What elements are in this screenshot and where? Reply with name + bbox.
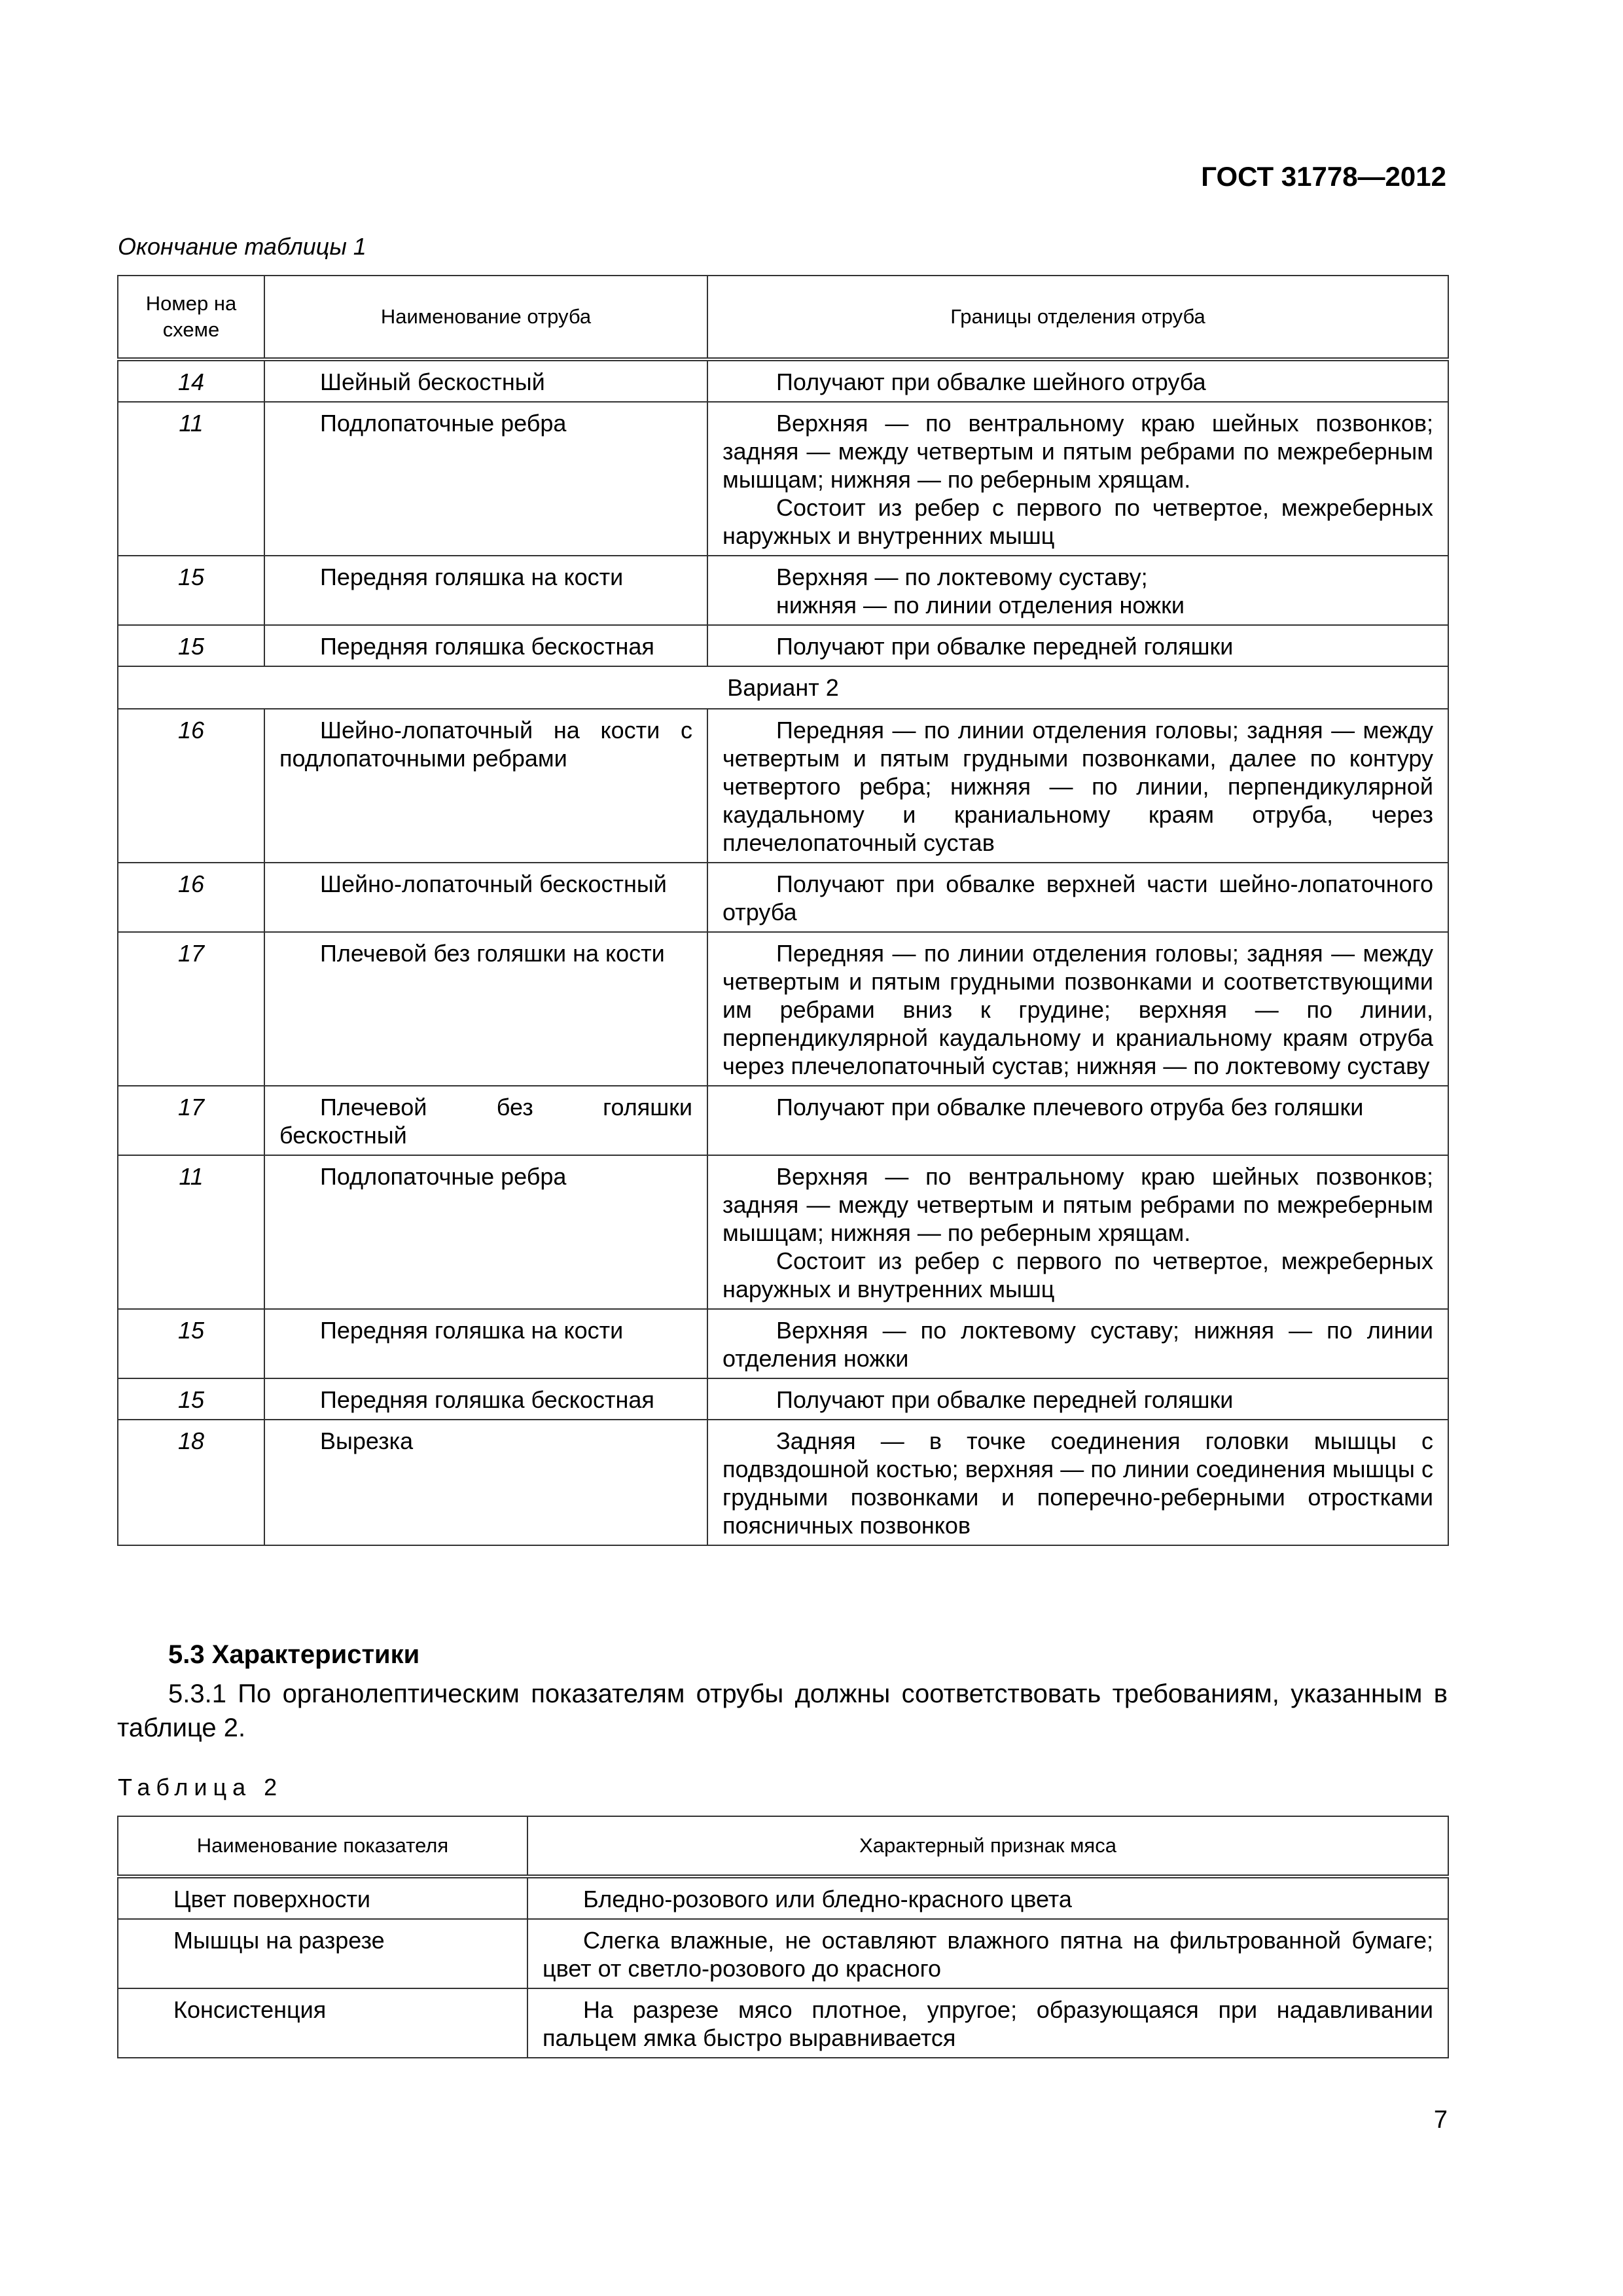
cut-name: Вырезка: [264, 1420, 707, 1545]
document-code: ГОСТ 31778—2012: [1201, 161, 1446, 192]
header-cut-name: Наименование отруба: [264, 276, 707, 359]
table2-header-row: [118, 1816, 1448, 1876]
scheme-number: 17: [118, 1086, 264, 1155]
boundary-text: Передняя — по линии отделения головы; задняя — между четвертым и пятым грудными позвонками и соответствующими им ребрами вниз к грудине; верхняя — по линии, перпендикулярной каудальному и краниальному краям отруба через плечелопаточный сустав; нижняя — по локтевому суставу: [722, 940, 1433, 1079]
scheme-number: 11: [118, 402, 264, 556]
table-row: [118, 1919, 1448, 1988]
indicator-name: Консистенция: [118, 1988, 527, 2058]
cut-name: Передняя голяшка на кости: [264, 1309, 707, 1378]
table-2: [117, 1816, 1449, 2058]
scheme-number: 16: [118, 863, 264, 932]
cut-name: Передняя голяшка на кости: [264, 556, 707, 625]
section-paragraph: 5.3.1 По органолептическим показателям отрубы должны соответствовать требованиям, указанным в таблице 2.: [117, 1679, 1448, 1742]
meat-characteristic: Бледно-розового или бледно-красного цвета: [527, 1876, 1448, 1919]
boundary-text: Верхняя — по локтевому суставу; нижняя — по линии отделения ножки: [722, 1317, 1433, 1372]
table-row: [118, 932, 1448, 1086]
cut-boundaries: [707, 1086, 1448, 1155]
cut-boundaries: [707, 932, 1448, 1086]
cut-boundaries: [707, 359, 1448, 402]
boundary-text: Передняя — по линии отделения головы; задняя — между четвертым и пятым грудными позвонками, далее по контуру четвертого ребра; нижняя — по линии, перпендикулярной каудальному и краниальному краям отруба, через плечелопаточный сустав: [722, 717, 1433, 856]
cut-name: Подлопаточные ребра: [264, 402, 707, 556]
cut-name: Шейно-лопаточный на кости с подлопаточными ребрами: [264, 709, 707, 863]
boundary-text: Верхняя — по вентральному краю шейных позвонков; задняя — между четвертым и пятым ребрами по межреберным мышцам; нижняя — по реберным хрящам.: [722, 1163, 1433, 1246]
boundary-text: Состоит из ребер с первого по четвертое, межреберных наружных и внутренних мышц: [722, 1247, 1433, 1302]
cut-name: Подлопаточные ребра: [264, 1155, 707, 1309]
scheme-number: 11: [118, 1155, 264, 1309]
table-row: [118, 863, 1448, 932]
variant-row: [118, 666, 1448, 709]
variant-label: Вариант 2: [118, 666, 1448, 709]
table-row: [118, 625, 1448, 666]
scheme-number: 18: [118, 1420, 264, 1545]
table-row: [118, 556, 1448, 625]
indicator-name: Мышцы на разрезе: [118, 1919, 527, 1988]
cut-boundaries: [707, 625, 1448, 666]
cut-boundaries: [707, 863, 1448, 932]
boundary-text: Получают при обвалке передней голяшки: [776, 1386, 1234, 1413]
cut-boundaries: [707, 1155, 1448, 1309]
meat-characteristic: Слегка влажные, не оставляют влажного пятна на фильтрованной бумаге; цвет от светло-розового до красного: [527, 1919, 1448, 1988]
boundary-text: Получают при обвалке передней голяшки: [776, 633, 1234, 660]
boundary-text: Верхняя — по локтевому суставу;: [776, 564, 1148, 590]
table-row: [118, 1378, 1448, 1420]
boundary-text: Состоит из ребер с первого по четвертое, межреберных наружных и внутренних мышц: [722, 494, 1433, 549]
header-indicator-name: Наименование показателя: [118, 1816, 527, 1876]
table1-header-row: [118, 276, 1448, 359]
scheme-number: 15: [118, 1378, 264, 1420]
table-row: [118, 359, 1448, 402]
cut-name: Передняя голяшка бескостная: [264, 1378, 707, 1420]
page-number: 7: [1433, 2106, 1448, 2134]
cut-boundaries: [707, 1309, 1448, 1378]
header-meat-characteristic: Характерный признак мяса: [527, 1816, 1448, 1876]
cut-name: Передняя голяшка бескостная: [264, 625, 707, 666]
boundary-text: Получают при обвалке верхней части шейно-лопаточного отруба: [722, 870, 1433, 925]
scheme-number: 15: [118, 556, 264, 625]
header-cut-boundaries: Границы отделения отруба: [707, 276, 1448, 359]
scheme-number: 15: [118, 625, 264, 666]
table-1: [117, 275, 1449, 1546]
table-row: [118, 1086, 1448, 1155]
table-row: [118, 709, 1448, 863]
cut-name: Плечевой без голяшки на кости: [264, 932, 707, 1086]
boundary-text: Получают при обвалке плечевого отруба без голяшки: [776, 1094, 1364, 1121]
scheme-number: 16: [118, 709, 264, 863]
cut-boundaries: [707, 556, 1448, 625]
table-row: [118, 1420, 1448, 1545]
table1-caption: Окончание таблицы 1: [118, 233, 366, 260]
table-row: [118, 402, 1448, 556]
cut-name: Шейный бескостный: [264, 359, 707, 402]
table-row: [118, 1876, 1448, 1919]
boundary-text: Верхняя — по вентральному краю шейных позвонков; задняя — между четвертым и пятым ребрами по межреберным мышцам; нижняя — по реберным хрящам.: [722, 410, 1433, 493]
boundary-text: Получают при обвалке шейного отруба: [776, 368, 1206, 395]
cut-boundaries: [707, 1378, 1448, 1420]
section-heading: 5.3 Характеристики: [168, 1640, 420, 1669]
cut-name: Шейно-лопаточный бескостный: [264, 863, 707, 932]
indicator-name: Цвет поверхности: [118, 1876, 527, 1919]
cut-boundaries: [707, 402, 1448, 556]
cut-boundaries: [707, 709, 1448, 863]
table-row: [118, 1309, 1448, 1378]
scheme-number: 14: [118, 359, 264, 402]
table2-label: Таблица 2: [118, 1774, 283, 1801]
cut-boundaries: [707, 1420, 1448, 1545]
cut-name: Плечевой без голяшки бескостный: [264, 1086, 707, 1155]
scheme-number: 17: [118, 932, 264, 1086]
table-row: [118, 1988, 1448, 2058]
scheme-number: 15: [118, 1309, 264, 1378]
boundary-text: Задняя — в точке соединения головки мышцы с подвздошной костью; верхняя — по линии соединения мышцы с грудными позвонками и поперечно-реберными отростками поясничных позвонков: [722, 1427, 1433, 1539]
table-row: [118, 1155, 1448, 1309]
meat-characteristic: На разрезе мясо плотное, упругое; образующаяся при надавливании пальцем ямка быстро выравнивается: [527, 1988, 1448, 2058]
boundary-text: нижняя — по линии отделения ножки: [776, 592, 1185, 619]
header-scheme-number: Номер на схеме: [118, 276, 264, 359]
